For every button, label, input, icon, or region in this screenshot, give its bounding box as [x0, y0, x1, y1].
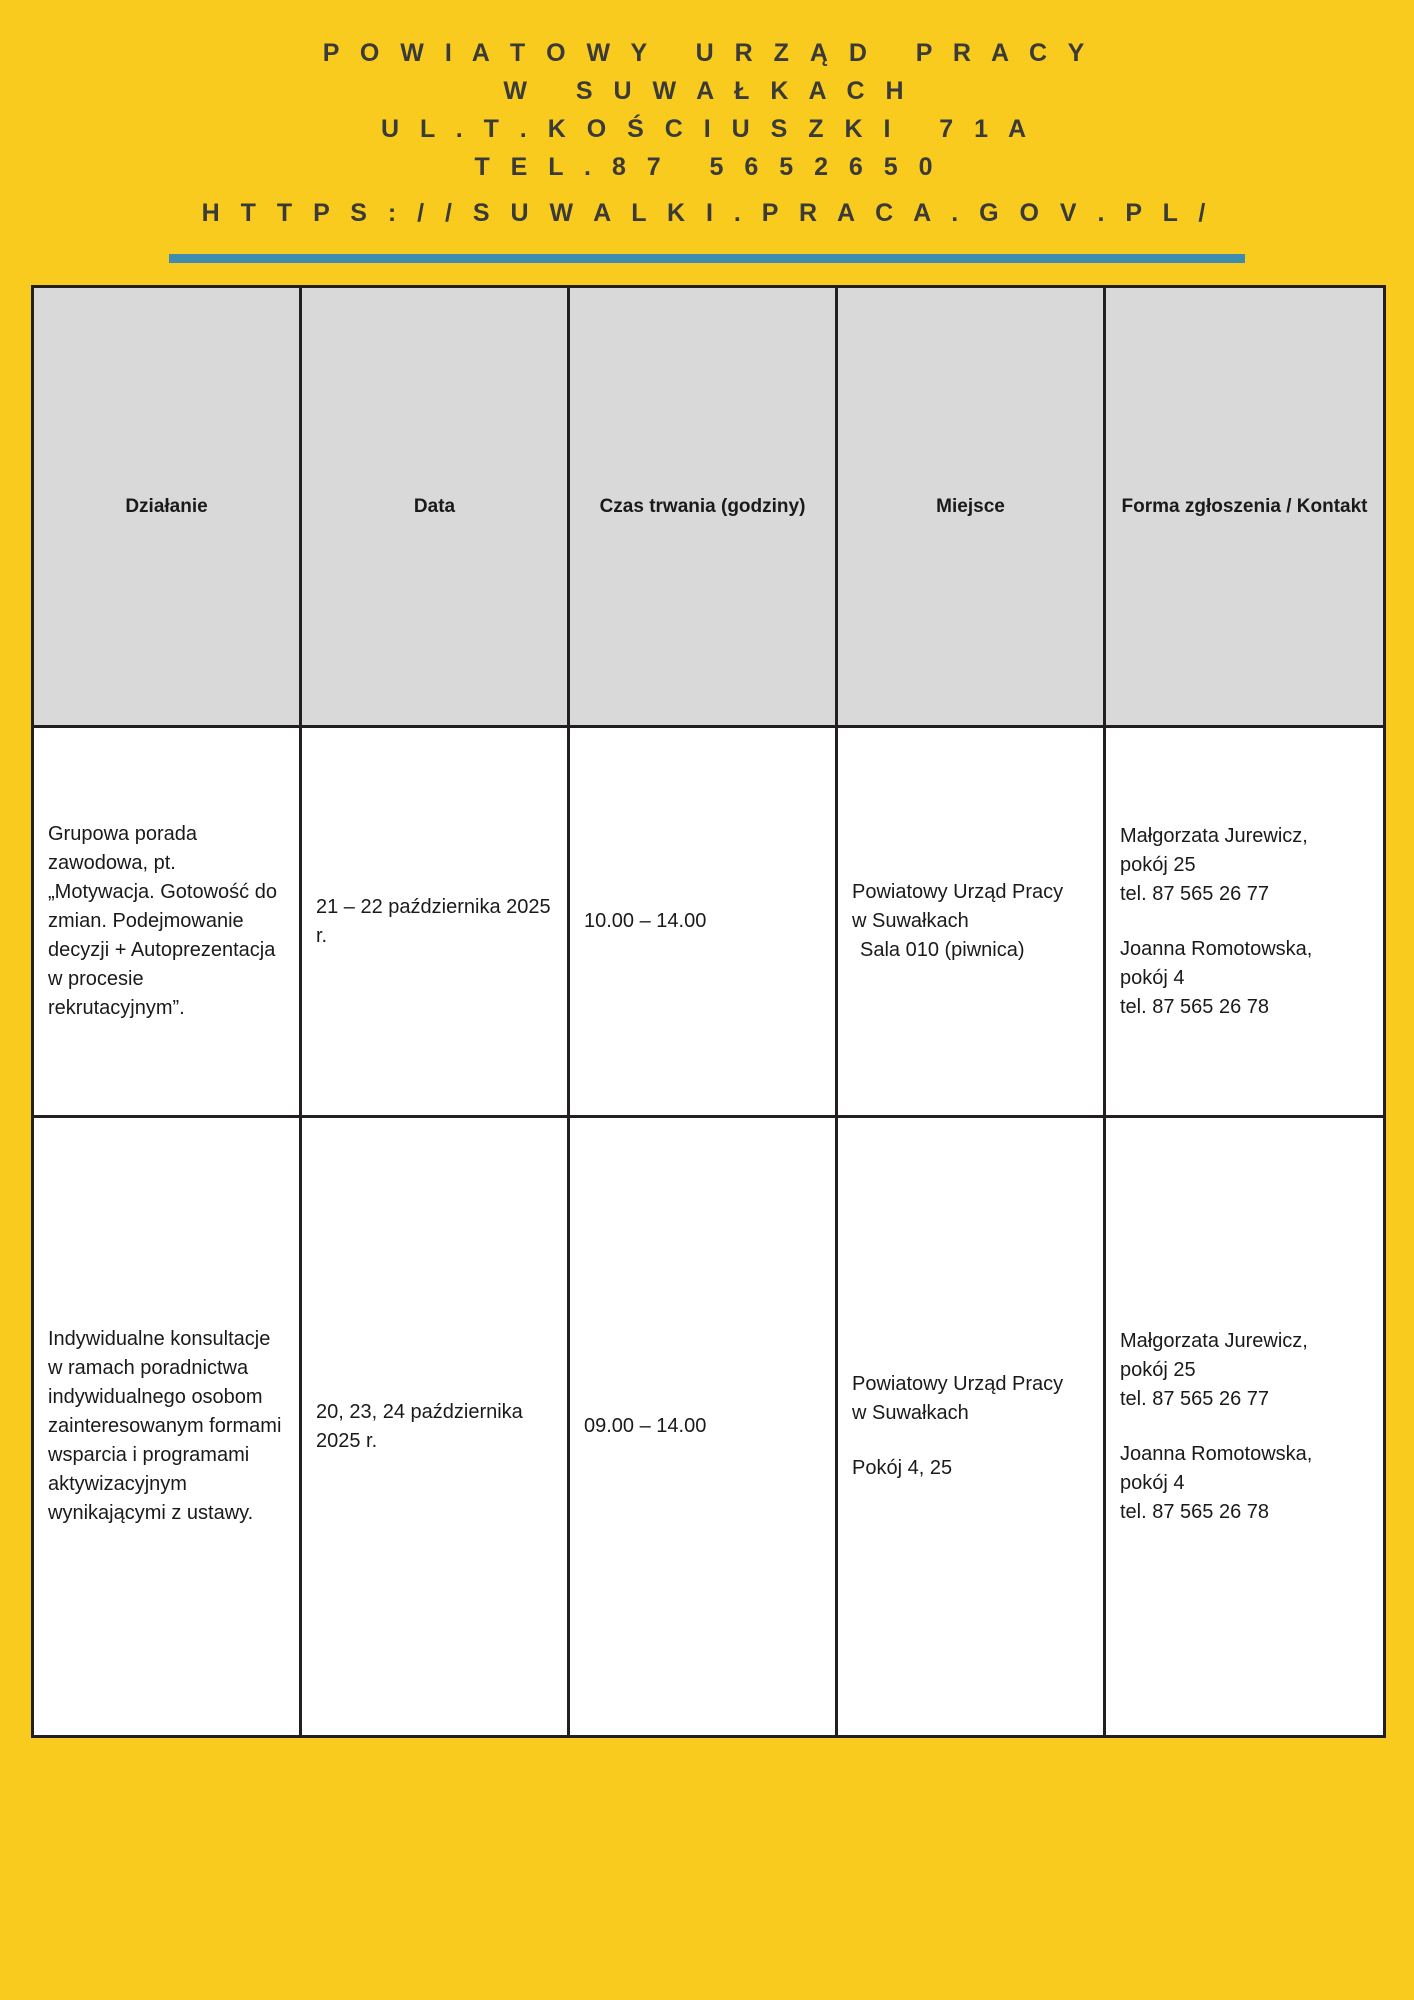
kontakt-1-room: pokój 25 — [1120, 1358, 1196, 1381]
miejsce-line-3: Sala 010 (piwnica) — [860, 939, 1025, 961]
kontakt-1-room: pokój 25 — [1120, 853, 1196, 876]
kontakt-1-phone: tel. 87 565 26 77 — [1120, 1387, 1270, 1410]
miejsce-line-2: w Suwałkach — [852, 1402, 969, 1424]
schedule-table — [31, 285, 1386, 1738]
header-block — [0, 0, 1414, 232]
cell-czas: 09.00 – 14.00 — [569, 1117, 837, 1737]
column-header-dzialanie: Działanie — [33, 287, 301, 727]
cell-dzialanie: Grupowa porada zawodowa, pt. „Motywacja. Gotowość do zmian. Podejmowanie decyzji + Autoprezentacja w procesie rekrutacyjnym”. — [33, 727, 301, 1117]
miejsce-line-1: Powiatowy Urząd Pracy — [852, 881, 1064, 903]
cell-miejsce — [837, 727, 1105, 1117]
office-name-line-2: W S U W A Ł K A C H — [503, 77, 911, 105]
kontakt-spacer — [1120, 909, 1369, 935]
header-divider-wrap — [0, 254, 1414, 263]
office-website-line: H T T P S : / / S U W A L K I . P R A C A . G O V . P L / — [201, 199, 1213, 227]
table-header-row — [33, 287, 1385, 727]
cell-czas: 10.00 – 14.00 — [569, 727, 837, 1117]
kontakt-1-name: Małgorzata Jurewicz, — [1120, 824, 1308, 847]
office-phone-line: T E L . 8 7 5 6 5 2 6 5 0 — [474, 153, 940, 181]
office-address-line: U L . T . K O Ś C I U S Z K I 7 1 A — [380, 115, 1034, 143]
cell-dzialanie: Indywidualne konsultacje w ramach poradnictwa indywidualnego osobom zainteresowanym formami wsparcia i programami aktywizacyjnym wynikającymi z ustawy. — [33, 1117, 301, 1737]
table-row — [33, 1117, 1385, 1737]
kontakt-2-phone: tel. 87 565 26 78 — [1120, 995, 1270, 1018]
table-row — [33, 727, 1385, 1117]
kontakt-2-name: Joanna Romotowska, — [1120, 937, 1313, 960]
column-header-czas: Czas trwania (godziny) — [569, 287, 837, 727]
kontakt-spacer — [1120, 1414, 1369, 1440]
miejsce-line-1: Powiatowy Urząd Pracy — [852, 1373, 1064, 1395]
kontakt-1-phone: tel. 87 565 26 77 — [1120, 882, 1270, 905]
kontakt-2-name: Joanna Romotowska, — [1120, 1442, 1313, 1465]
miejsce-line-3: Pokój 4, 25 — [852, 1457, 953, 1479]
cell-data: 20, 23, 24 października 2025 r. — [301, 1117, 569, 1737]
schedule-table-wrap — [31, 285, 1383, 1738]
kontakt-1-name: Małgorzata Jurewicz, — [1120, 1329, 1308, 1352]
column-header-data: Data — [301, 287, 569, 727]
kontakt-2-room: pokój 4 — [1120, 1471, 1185, 1494]
kontakt-2-room: pokój 4 — [1120, 966, 1185, 989]
header-divider — [169, 254, 1245, 263]
table-head — [33, 287, 1385, 727]
cell-miejsce — [837, 1117, 1105, 1737]
column-header-miejsce: Miejsce — [837, 287, 1105, 727]
miejsce-line-2: w Suwałkach — [852, 910, 969, 932]
miejsce-spacer — [852, 1428, 1089, 1454]
kontakt-2-phone: tel. 87 565 26 78 — [1120, 1500, 1270, 1523]
cell-forma — [1105, 1117, 1385, 1737]
cell-forma — [1105, 727, 1385, 1117]
column-header-forma: Forma zgłoszenia / Kontakt — [1105, 287, 1385, 727]
table-body — [33, 727, 1385, 1737]
cell-data: 21 – 22 października 2025 r. — [301, 727, 569, 1117]
office-name-line-1: P O W I A T O W Y U R Z Ą D P R A C Y — [322, 39, 1092, 67]
